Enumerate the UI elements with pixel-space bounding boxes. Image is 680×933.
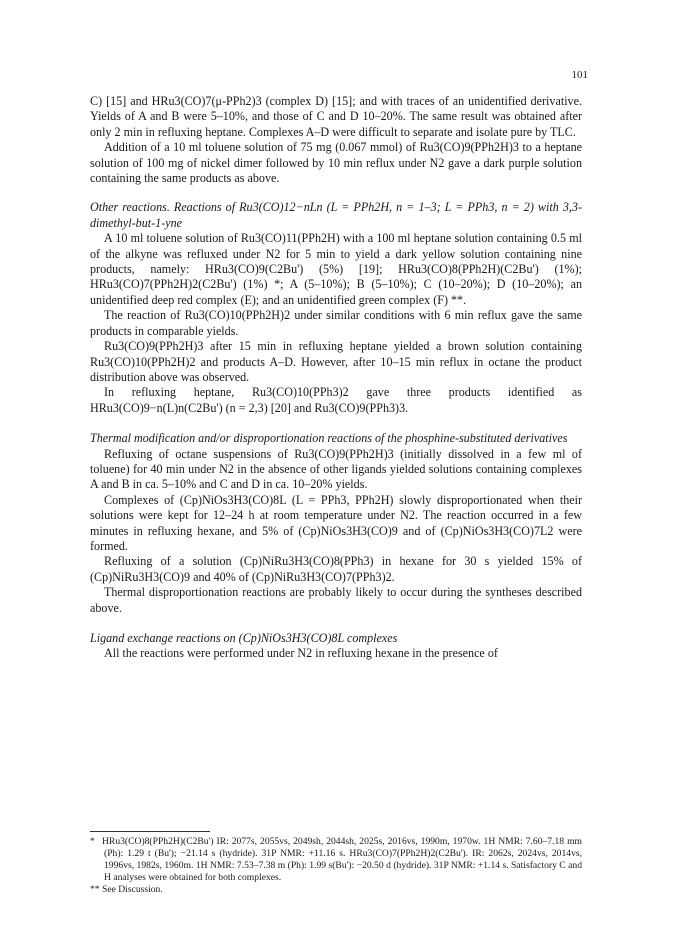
paragraph-2: Addition of a 10 ml toluene solution of 75 mg (0.067 mmol) of Ru3(CO)9(PPh2H)3 to a heptane solution of 100 mg of nickel dimer followed by 10 min reflux under N2 gave a dark purple solution containing the same products as above. <box>90 140 582 186</box>
paragraph-1: C) [15] and HRu3(CO)7(μ-PPh2)3 (complex D) [15]; and with traces of an unidentified derivative. Yields of A and B were 5–10%, and those of C and D 10–20%. The same result was obtained after only 2 min in refluxing heptane. Complexes A–D were difficult to separate and isolate pure by TLC. <box>90 94 582 139</box>
paragraph-5: Ru3(CO)9(PPh2H)3 after 15 min in refluxing heptane yielded a brown solution containing Ru3(CO)10(PPh2H)2 and products A–D. However, after 10–15 min reflux in octane the product distribution above was observed. <box>90 339 582 384</box>
footnote-text: See Discussion. <box>102 884 163 896</box>
section-heading-thermal: Thermal modification and/or disproportionation reactions of the phosphine-substituted derivatives <box>90 431 568 446</box>
page-number: 101 <box>571 69 588 81</box>
paragraph-8: Complexes of (Cp)NiOs3H3(CO)8L (L = PPh3, PPh2H) slowly disproportionated when their solutions were kept for 12–24 h at room temperature under N2. The reaction occurred in a few minutes in refluxing hexane, and 5% of (Cp)NiOs3H3(CO)9 and of (Cp)NiOs3H3(CO)7L2 were formed. <box>90 492 582 553</box>
paragraph-3: A 10 ml toluene solution of Ru3(CO)11(PPh2H) with a 100 ml heptane solution containing 0.5 ml of the alkyne was refluxed under N2 for 5 min to yield a dark yellow solution containing nine products, namely: HRu3(CO)9(C2Bu') (5%) [19]; HRu3(CO)8(PPh2H)(C2Bu') (1%); HRu3(CO)7(PPh2H)2(C2Bu') (1%) *; A (5–10%); B (5–10%); C (10–20%); D (10–20%); an unidentified deep red complex (E); and an unidentified green complex (F) **. <box>90 231 582 307</box>
paragraph-11: All the reactions were performed under N2 in refluxing hexane in the presence of <box>104 646 498 661</box>
paragraph-9: Refluxing of a solution (Cp)NiRu3H3(CO)8(PPh3) in hexane for 30 s yielded 15% of (Cp)NiRu3H3(CO)9 and 40% of (Cp)NiRu3H3(CO)7(PPh3)2. <box>90 554 582 584</box>
body-text <box>90 94 582 662</box>
section-heading-other-reactions: Other reactions. Reactions of Ru3(CO)12−nLn (L = PPh2H, n = 1–3; L = PPh3, n = 2) with 3,3-dimethyl-but-1-yne <box>90 200 582 230</box>
paragraph-10: Thermal disproportionation reactions are probably likely to occur during the syntheses described above. <box>90 585 582 615</box>
footnotes <box>90 836 582 896</box>
footnote-2 <box>90 884 582 896</box>
footnote-mark: * <box>90 836 95 847</box>
paragraph-4: The reaction of Ru3(CO)10(PPh2H)2 under similar conditions with 6 min reflux gave the same products in comparable yields. <box>90 308 582 338</box>
footnote-text: HRu3(CO)8(PPh2H)(C2Bu') IR: 2077s, 2055vs, 2049sh, 2044sh, 2025s, 2016vs, 1990m, 1970w. 1H NMR: 7.60–7.18 mm (Ph): 1.29 t (Bu'); −21.14 s (hydride). 31P NMR: +11.16 s. HRu3(CO)7(PPh2H)2(C2Bu'). IR: 2062s, 2024vs, 2014vs, 1996vs, 1982s, 1960m. 1H NMR: 7.53–7.38 m (Ph): 1.99 s(Bu'): −20.50 d (hydride). 31P NMR: +1.14 s. Satisfactory C and H analyses were obtained for both complexes. <box>102 836 582 884</box>
footnote-mark: ** <box>90 884 100 896</box>
footnote-rule <box>90 831 210 832</box>
footnote-1 <box>90 836 582 884</box>
paragraph-6: In refluxing heptane, Ru3(CO)10(PPh3)2 gave three products identified as HRu3(CO)9−n(L)n(C2Bu') (n = 2,3) [20] and Ru3(CO)9(PPh3)3. <box>90 385 582 415</box>
paragraph-7: Refluxing of octane suspensions of Ru3(CO)9(PPh2H)3 (initially dissolved in a few ml of toluene) for 40 min under N2 in the absence of other ligands yielded solutions containing complexes A and B in ca. 5–10% and C and D in ca. 10–20% yields. <box>90 446 582 492</box>
section-heading-ligand-exchange: Ligand exchange reactions on (Cp)NiOs3H3(CO)8L complexes <box>90 631 398 645</box>
